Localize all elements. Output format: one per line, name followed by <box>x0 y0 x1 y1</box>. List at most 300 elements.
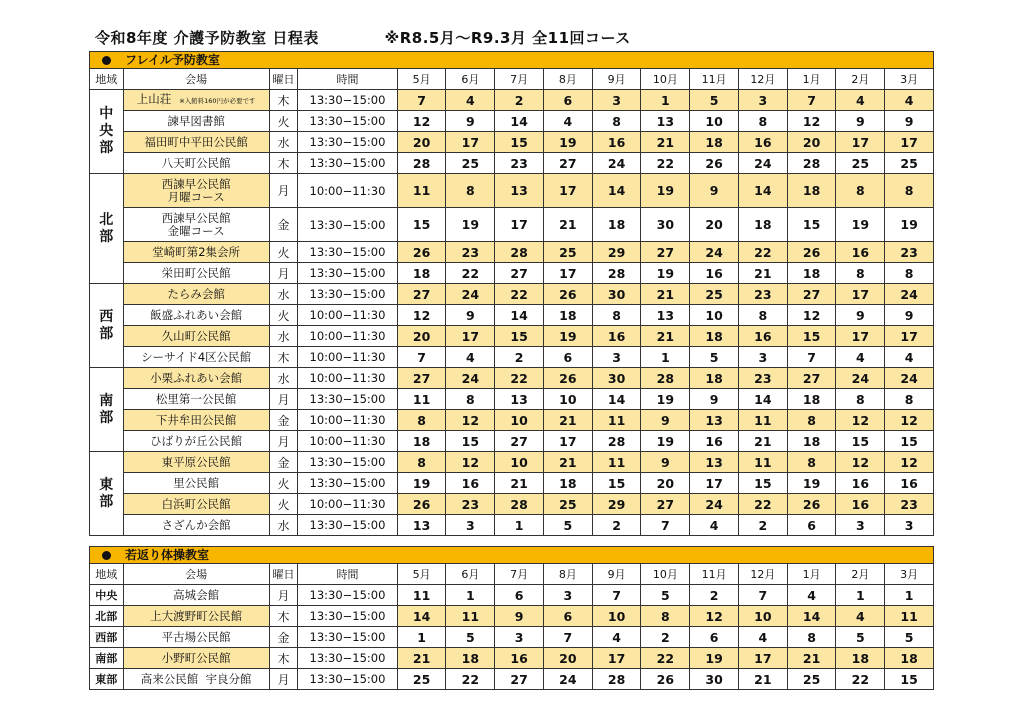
date-cell: 13 <box>690 452 739 473</box>
venue-cell <box>123 263 269 284</box>
date-cell: 6 <box>690 627 739 648</box>
venue-cell <box>123 153 269 174</box>
date-cell: 12 <box>787 111 836 132</box>
date-cell: 22 <box>495 284 544 305</box>
table-row <box>90 263 934 284</box>
date-cell: 4 <box>592 627 641 648</box>
bullet-icon <box>102 551 111 560</box>
day-cell: 木 <box>269 606 297 627</box>
date-cell: 21 <box>543 208 592 242</box>
date-cell: 11 <box>397 585 446 606</box>
date-cell: 19 <box>641 389 690 410</box>
date-cell: 26 <box>543 284 592 305</box>
venue-cell <box>123 174 269 208</box>
time-cell: 10:00−11:30 <box>298 347 398 368</box>
venue-name: 白浜町公民館 <box>161 496 231 511</box>
date-cell: 23 <box>738 368 787 389</box>
day-cell: 木 <box>269 648 297 669</box>
venue-name: 諫早図書館 <box>167 113 225 128</box>
date-cell: 17 <box>543 174 592 208</box>
venue-cell <box>123 347 269 368</box>
title-main: 令和8年度 介護予防教室 日程表 <box>95 29 319 47</box>
date-cell: 4 <box>885 90 934 111</box>
date-cell: 8 <box>836 263 885 284</box>
date-cell: 23 <box>495 153 544 174</box>
date-cell: 11 <box>738 410 787 431</box>
day-cell: 金 <box>269 452 297 473</box>
date-cell: 19 <box>641 263 690 284</box>
date-cell: 16 <box>690 263 739 284</box>
date-cell: 13 <box>690 410 739 431</box>
date-cell: 18 <box>787 389 836 410</box>
date-cell: 19 <box>446 208 495 242</box>
date-cell: 3 <box>446 515 495 536</box>
venue-name: さざんか会館 <box>161 517 231 532</box>
date-cell: 20 <box>543 648 592 669</box>
date-cell: 12 <box>885 452 934 473</box>
date-cell: 2 <box>495 347 544 368</box>
date-cell: 4 <box>446 347 495 368</box>
table-row <box>90 515 934 536</box>
date-cell: 24 <box>836 368 885 389</box>
venue-name: 栄田町公民館 <box>161 265 231 280</box>
date-cell: 8 <box>787 452 836 473</box>
date-cell: 25 <box>885 153 934 174</box>
day-cell: 水 <box>269 132 297 153</box>
venue-name: 西諫早公民館 金曜コース <box>161 210 231 238</box>
region-cell: 西部 <box>90 627 124 648</box>
date-cell: 22 <box>738 494 787 515</box>
date-cell: 12 <box>836 452 885 473</box>
date-cell: 24 <box>690 242 739 263</box>
date-cell: 8 <box>836 389 885 410</box>
venue-cell <box>123 431 269 452</box>
date-cell: 18 <box>787 263 836 284</box>
day-cell: 月 <box>269 389 297 410</box>
date-cell: 21 <box>641 326 690 347</box>
date-cell: 3 <box>592 90 641 111</box>
date-cell: 17 <box>690 473 739 494</box>
time-cell: 13:30−15:00 <box>298 153 398 174</box>
date-cell: 23 <box>446 494 495 515</box>
date-cell: 14 <box>592 174 641 208</box>
date-cell: 11 <box>885 606 934 627</box>
date-cell: 10 <box>738 606 787 627</box>
venue-name: 八天町公民館 <box>161 155 231 170</box>
date-cell: 28 <box>787 153 836 174</box>
column-header: 9月 <box>592 564 641 585</box>
date-cell: 19 <box>397 473 446 494</box>
region-cell: 北部 <box>90 606 124 627</box>
day-cell: 月 <box>269 431 297 452</box>
title-note: ※R8.5月～R9.3月 全11回コース <box>384 29 631 47</box>
column-header: 2月 <box>836 564 885 585</box>
column-header: 1月 <box>787 69 836 90</box>
table-row <box>90 174 934 208</box>
table-row <box>90 132 934 153</box>
date-cell: 13 <box>641 305 690 326</box>
date-cell: 21 <box>495 473 544 494</box>
date-cell: 10 <box>543 389 592 410</box>
venue-name: 飯盛ふれあい会館 <box>150 307 243 322</box>
table-row <box>90 627 934 648</box>
venue-name: たらみ会館 <box>167 286 225 301</box>
date-cell: 7 <box>592 585 641 606</box>
time-cell: 13:30−15:00 <box>298 648 398 669</box>
date-cell: 3 <box>738 90 787 111</box>
date-cell: 2 <box>592 515 641 536</box>
date-cell: 15 <box>738 473 787 494</box>
date-cell: 16 <box>836 473 885 494</box>
date-cell: 8 <box>397 452 446 473</box>
table-row <box>90 606 934 627</box>
date-cell: 30 <box>641 208 690 242</box>
venue-cell <box>123 284 269 305</box>
date-cell: 25 <box>397 669 446 690</box>
date-cell: 16 <box>885 473 934 494</box>
rejuvenation-table <box>89 563 934 690</box>
date-cell: 9 <box>641 452 690 473</box>
date-cell: 8 <box>592 305 641 326</box>
date-cell: 21 <box>397 648 446 669</box>
date-cell: 12 <box>836 410 885 431</box>
venue-cell <box>123 368 269 389</box>
date-cell: 17 <box>543 431 592 452</box>
date-cell: 1 <box>397 627 446 648</box>
date-cell: 10 <box>495 452 544 473</box>
date-cell: 8 <box>446 174 495 208</box>
time-cell: 13:30−15:00 <box>298 242 398 263</box>
time-cell: 10:00−11:30 <box>298 494 398 515</box>
date-cell: 11 <box>592 410 641 431</box>
venue-name: 小栗ふれあい会館 <box>150 370 243 385</box>
date-cell: 8 <box>885 174 934 208</box>
date-cell: 13 <box>495 389 544 410</box>
time-cell: 13:30−15:00 <box>298 515 398 536</box>
date-cell: 30 <box>592 284 641 305</box>
day-cell: 火 <box>269 111 297 132</box>
column-header: 1月 <box>787 564 836 585</box>
venue-name: 松里第一公民館 <box>155 391 237 406</box>
date-cell: 9 <box>885 305 934 326</box>
date-cell: 5 <box>543 515 592 536</box>
region-label: 北部 <box>99 211 114 245</box>
day-cell: 水 <box>269 326 297 347</box>
region-cell <box>90 174 124 284</box>
column-header: 11月 <box>690 69 739 90</box>
date-cell: 18 <box>738 208 787 242</box>
date-cell: 15 <box>446 431 495 452</box>
date-cell: 17 <box>836 326 885 347</box>
region-cell <box>90 90 124 174</box>
date-cell: 10 <box>690 305 739 326</box>
day-cell: 水 <box>269 284 297 305</box>
date-cell: 19 <box>641 174 690 208</box>
date-cell: 16 <box>738 326 787 347</box>
region-cell: 東部 <box>90 669 124 690</box>
venue-cell <box>123 452 269 473</box>
date-cell: 12 <box>690 606 739 627</box>
date-cell: 28 <box>592 669 641 690</box>
time-cell: 13:30−15:00 <box>298 669 398 690</box>
date-cell: 21 <box>641 132 690 153</box>
time-cell: 10:00−11:30 <box>298 431 398 452</box>
time-cell: 13:30−15:00 <box>298 263 398 284</box>
date-cell: 4 <box>836 90 885 111</box>
date-cell: 22 <box>446 669 495 690</box>
time-cell: 10:00−11:30 <box>298 326 398 347</box>
date-cell: 9 <box>690 389 739 410</box>
date-cell: 26 <box>397 242 446 263</box>
date-cell: 9 <box>690 174 739 208</box>
time-cell: 13:30−15:00 <box>298 389 398 410</box>
date-cell: 16 <box>592 132 641 153</box>
date-cell: 15 <box>397 208 446 242</box>
date-cell: 14 <box>495 111 544 132</box>
date-cell: 15 <box>495 326 544 347</box>
date-cell: 27 <box>495 431 544 452</box>
venue-cell: 平古場公民館 <box>123 627 269 648</box>
date-cell: 10 <box>592 606 641 627</box>
day-cell: 金 <box>269 208 297 242</box>
date-cell: 17 <box>446 326 495 347</box>
date-cell: 8 <box>592 111 641 132</box>
date-cell: 17 <box>446 132 495 153</box>
time-cell: 10:00−11:30 <box>298 305 398 326</box>
date-cell: 26 <box>690 153 739 174</box>
date-cell: 6 <box>543 606 592 627</box>
date-cell: 25 <box>836 153 885 174</box>
time-cell: 13:30−15:00 <box>298 585 398 606</box>
date-cell: 17 <box>885 132 934 153</box>
venue-note: ※入館料160円が必要です <box>179 96 256 105</box>
header-row <box>90 564 934 585</box>
date-cell: 21 <box>738 263 787 284</box>
date-cell: 16 <box>738 132 787 153</box>
venue-cell <box>123 111 269 132</box>
venue-name: 福田町中平田公民館 <box>144 134 248 149</box>
date-cell: 9 <box>836 111 885 132</box>
date-cell: 23 <box>446 242 495 263</box>
date-cell: 12 <box>397 111 446 132</box>
header-row <box>90 69 934 90</box>
column-header: 時間 <box>298 69 398 90</box>
frail-table <box>89 68 934 536</box>
date-cell: 15 <box>836 431 885 452</box>
date-cell: 18 <box>836 648 885 669</box>
date-cell: 5 <box>446 627 495 648</box>
date-cell: 28 <box>641 368 690 389</box>
date-cell: 21 <box>787 648 836 669</box>
date-cell: 27 <box>543 153 592 174</box>
date-cell: 25 <box>446 153 495 174</box>
day-cell: 月 <box>269 263 297 284</box>
frail-title: フレイル予防教室 <box>125 53 220 67</box>
date-cell: 11 <box>397 174 446 208</box>
date-cell: 20 <box>641 473 690 494</box>
date-cell: 18 <box>397 431 446 452</box>
date-cell: 15 <box>495 132 544 153</box>
page-title <box>95 27 631 48</box>
time-cell: 13:30−15:00 <box>298 132 398 153</box>
date-cell: 4 <box>738 627 787 648</box>
table-row <box>90 153 934 174</box>
date-cell: 5 <box>641 585 690 606</box>
time-cell: 13:30−15:00 <box>298 208 398 242</box>
region-cell: 中央 <box>90 585 124 606</box>
time-cell: 13:30−15:00 <box>298 452 398 473</box>
date-cell: 11 <box>446 606 495 627</box>
column-header: 2月 <box>836 69 885 90</box>
bullet-icon <box>102 56 111 65</box>
venue-name: 西諫早公民館 月曜コース <box>161 176 231 204</box>
date-cell: 25 <box>543 494 592 515</box>
date-cell: 10 <box>495 410 544 431</box>
date-cell: 4 <box>836 606 885 627</box>
column-header: 会場 <box>123 69 269 90</box>
date-cell: 19 <box>885 208 934 242</box>
date-cell: 18 <box>787 431 836 452</box>
date-cell: 18 <box>690 326 739 347</box>
date-cell: 27 <box>787 368 836 389</box>
date-cell: 12 <box>787 305 836 326</box>
date-cell: 28 <box>397 153 446 174</box>
column-header: 8月 <box>543 69 592 90</box>
date-cell: 19 <box>836 208 885 242</box>
date-cell: 3 <box>738 347 787 368</box>
date-cell: 1 <box>446 585 495 606</box>
venue-name: 里公民館 <box>173 475 220 490</box>
date-cell: 27 <box>495 263 544 284</box>
region-cell <box>90 368 124 452</box>
date-cell: 16 <box>592 326 641 347</box>
day-cell: 月 <box>269 585 297 606</box>
date-cell: 8 <box>836 174 885 208</box>
column-header: 6月 <box>446 69 495 90</box>
venue-cell <box>123 473 269 494</box>
date-cell: 17 <box>738 648 787 669</box>
date-cell: 17 <box>885 326 934 347</box>
region-label: 西部 <box>99 308 114 342</box>
venue-cell <box>123 242 269 263</box>
date-cell: 25 <box>787 669 836 690</box>
region-label: 東部 <box>99 476 114 510</box>
day-cell: 木 <box>269 153 297 174</box>
date-cell: 8 <box>738 305 787 326</box>
date-cell: 8 <box>885 263 934 284</box>
date-cell: 19 <box>641 431 690 452</box>
date-cell: 15 <box>885 431 934 452</box>
venue-cell <box>123 208 269 242</box>
date-cell: 20 <box>787 132 836 153</box>
venue-name: 下井牟田公民館 <box>155 412 237 427</box>
venue-name: シーサイド4区公民館 <box>141 349 252 364</box>
date-cell: 17 <box>592 648 641 669</box>
date-cell: 2 <box>641 627 690 648</box>
date-cell: 24 <box>592 153 641 174</box>
rejuvenation-title: 若返り体操教室 <box>125 548 210 562</box>
date-cell: 18 <box>690 132 739 153</box>
date-cell: 26 <box>397 494 446 515</box>
date-cell: 24 <box>690 494 739 515</box>
date-cell: 14 <box>397 606 446 627</box>
region-label: 南部 <box>99 392 114 426</box>
date-cell: 19 <box>787 473 836 494</box>
date-cell: 7 <box>397 90 446 111</box>
date-cell: 24 <box>543 669 592 690</box>
table-row <box>90 284 934 305</box>
date-cell: 6 <box>543 347 592 368</box>
time-cell: 13:30−15:00 <box>298 627 398 648</box>
frail-section <box>89 51 934 536</box>
day-cell: 水 <box>269 368 297 389</box>
date-cell: 19 <box>543 132 592 153</box>
date-cell: 17 <box>836 284 885 305</box>
date-cell: 17 <box>495 208 544 242</box>
date-cell: 24 <box>885 368 934 389</box>
date-cell: 24 <box>738 153 787 174</box>
date-cell: 8 <box>787 410 836 431</box>
date-cell: 6 <box>495 585 544 606</box>
date-cell: 1 <box>885 585 934 606</box>
date-cell: 18 <box>885 648 934 669</box>
date-cell: 7 <box>641 515 690 536</box>
table-row <box>90 305 934 326</box>
time-cell: 13:30−15:00 <box>298 606 398 627</box>
region-cell <box>90 452 124 536</box>
rejuvenation-banner <box>89 546 934 563</box>
date-cell: 13 <box>397 515 446 536</box>
day-cell: 火 <box>269 242 297 263</box>
day-cell: 木 <box>269 347 297 368</box>
column-header: 時間 <box>298 564 398 585</box>
date-cell: 18 <box>543 305 592 326</box>
venue-cell <box>123 326 269 347</box>
date-cell: 4 <box>836 347 885 368</box>
date-cell: 20 <box>397 132 446 153</box>
day-cell: 金 <box>269 627 297 648</box>
time-cell: 10:00−11:30 <box>298 174 398 208</box>
date-cell: 8 <box>446 389 495 410</box>
day-cell: 水 <box>269 515 297 536</box>
date-cell: 27 <box>397 368 446 389</box>
date-cell: 30 <box>690 669 739 690</box>
date-cell: 6 <box>787 515 836 536</box>
date-cell: 3 <box>592 347 641 368</box>
day-cell: 金 <box>269 410 297 431</box>
date-cell: 14 <box>592 389 641 410</box>
date-cell: 16 <box>446 473 495 494</box>
date-cell: 14 <box>738 174 787 208</box>
date-cell: 19 <box>543 326 592 347</box>
date-cell: 19 <box>690 648 739 669</box>
column-header: 地域 <box>90 69 124 90</box>
day-cell: 月 <box>269 174 297 208</box>
date-cell: 8 <box>885 389 934 410</box>
date-cell: 27 <box>787 284 836 305</box>
date-cell: 21 <box>543 452 592 473</box>
date-cell: 20 <box>690 208 739 242</box>
venue-cell <box>123 515 269 536</box>
date-cell: 26 <box>641 669 690 690</box>
date-cell: 22 <box>738 242 787 263</box>
date-cell: 30 <box>592 368 641 389</box>
date-cell: 27 <box>397 284 446 305</box>
venue-cell: 高城会館 <box>123 585 269 606</box>
date-cell: 22 <box>641 153 690 174</box>
date-cell: 1 <box>641 347 690 368</box>
date-cell: 4 <box>690 515 739 536</box>
